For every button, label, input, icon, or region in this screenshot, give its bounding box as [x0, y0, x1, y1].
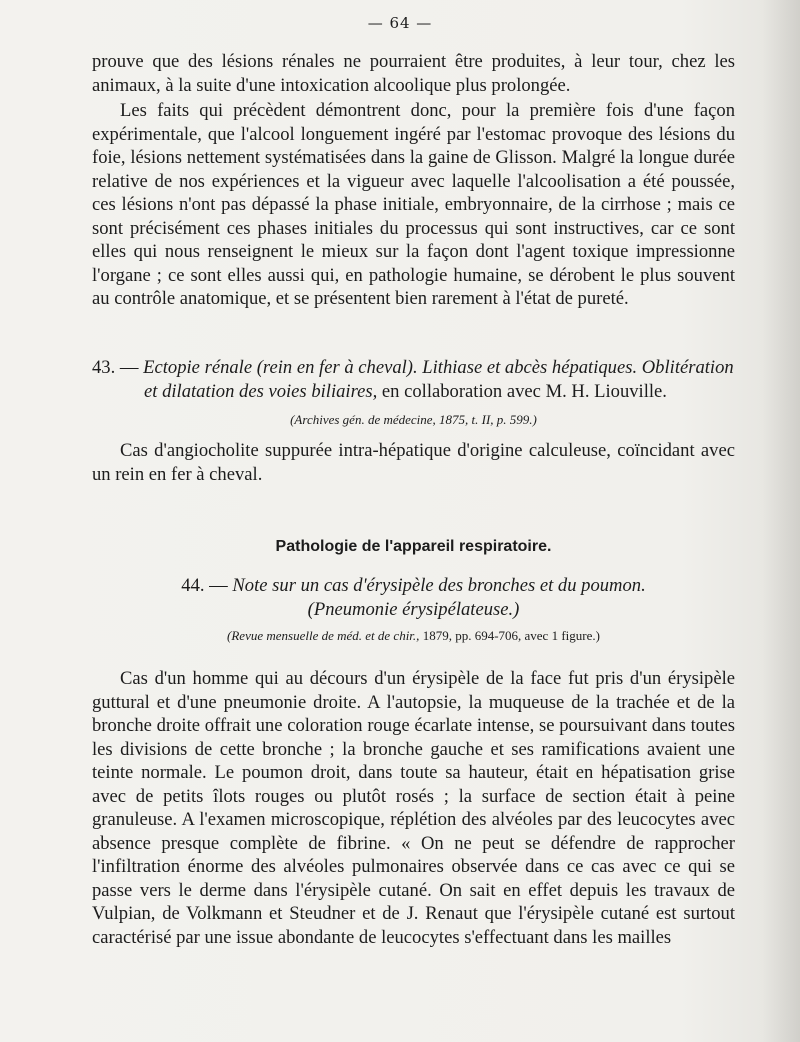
ref43-collab: en collaboration avec M. H. Liouville.: [381, 380, 667, 402]
ref44-subtitle-line: [92, 598, 735, 622]
intro-paragraph: [92, 50, 735, 97]
section-title: Pathologie de l'appareil respiratoire.: [275, 538, 552, 555]
ref44-source: [92, 627, 735, 645]
paragraph-conclusion-text: Les faits qui précèdent démontrent donc, pour la première fois d'une façon expérimentale, que l'alcool longuement ingéré par l'estomac provoque des lésions du foie, lésions nettement systématisées dans la gaine de Glisson. Malgré la longue durée relative de nos expériences et la vigueur avec laquelle l'alcoolisation a été poussée, ces lésions n'ont pas dépassé la phase initiale, embryonnaire, de la cirrhose ; mais ce sont précisément ces phases initiales du processus qui sont instructives, car ce sont elles qui nous renseignent le mieux sur la façon dont l'agent toxique impressionne l'organe ; ce sont elles aussi qui, en pathologie humaine, se dérobent le plus souvent au contrôle anatomique, et se présentent bien rarement à l'état de pureté.: [92, 100, 735, 309]
ref43-summary: Cas d'angiocholite suppurée intra-hépatique d'origine calculeuse, coïncidant avec un rein en fer à cheval.: [92, 440, 735, 485]
ref43-source: (Archives gén. de médecine, 1875, t. II, p. 599.): [290, 412, 537, 427]
ref43-title-cont: et dilatation des voies biliaires,: [144, 380, 378, 402]
ref44-source-journal: (Revue mensuelle de méd. et de chir.,: [227, 628, 420, 643]
ref44-number: 44. —: [181, 575, 228, 596]
ref44-body-block: [92, 667, 735, 949]
reference-43: [92, 356, 735, 486]
page-edge-shadow: [762, 0, 800, 1042]
ref44-heading: [92, 574, 735, 598]
ref43-title: Ectopie rénale (rein en fer à cheval). Lithiase et abcès hépatiques. Oblitération: [143, 357, 734, 378]
ref44-subtitle: (Pneumonie érysipélateuse.): [307, 598, 520, 620]
intro-text: prouve que des lésions rénales ne pourraient être produites, à leur tour, chez les animaux, à la suite d'une intoxication alcoolique plus prolongée.: [92, 51, 735, 96]
reference-44: [92, 574, 735, 645]
ref44-source-rest: 1879, pp. 694-706, avec 1 figure.): [422, 628, 600, 643]
section-respiratory: [92, 535, 735, 559]
ref43-number: 43. —: [92, 357, 139, 378]
ref44-body: Cas d'un homme qui au décours d'un érysipèle de la face fut pris d'un érysipèle guttural et d'une pneumonie droite. A l'autopsie, la muqueuse de la trachée et de la bronche droite offrait une coloration rouge écarlate intense, se poursuivant dans toutes les divisions de cette bronche ; la bronche gauche et ses ramifications avaient une teinte normale. Le poumon droit, dans toute sa hauteur, était en hépatisation grise avec de petits îlots rouges ou plutôt rosés ; la surface de section était à peine granuleuse. A l'examen microscopique, réplétion des alvéoles par des leucocytes avec absence presque complète de fibrine. « On ne peut se défendre de rapprocher l'infiltration énorme des alvéoles pulmonaires observée dans ce cas avec ce qui se passe vers le derme dans l'érysipèle cutané. On sait en effet depuis les travaux de Vulpian, de Volkmann et Steudner et de J. Renaut que l'érysipèle cutané est surtout caractérisé par une issue abondante de leucocytes s'effectuant dans les mailles: [92, 668, 735, 948]
ref43-heading: [92, 356, 735, 380]
page-number: — 64 —: [367, 14, 433, 32]
ref44-title: Note sur un cas d'érysipèle des bronches et du poumon.: [232, 575, 646, 596]
paragraph-conclusion: [92, 99, 735, 311]
ref43-heading-line2: [92, 380, 735, 404]
